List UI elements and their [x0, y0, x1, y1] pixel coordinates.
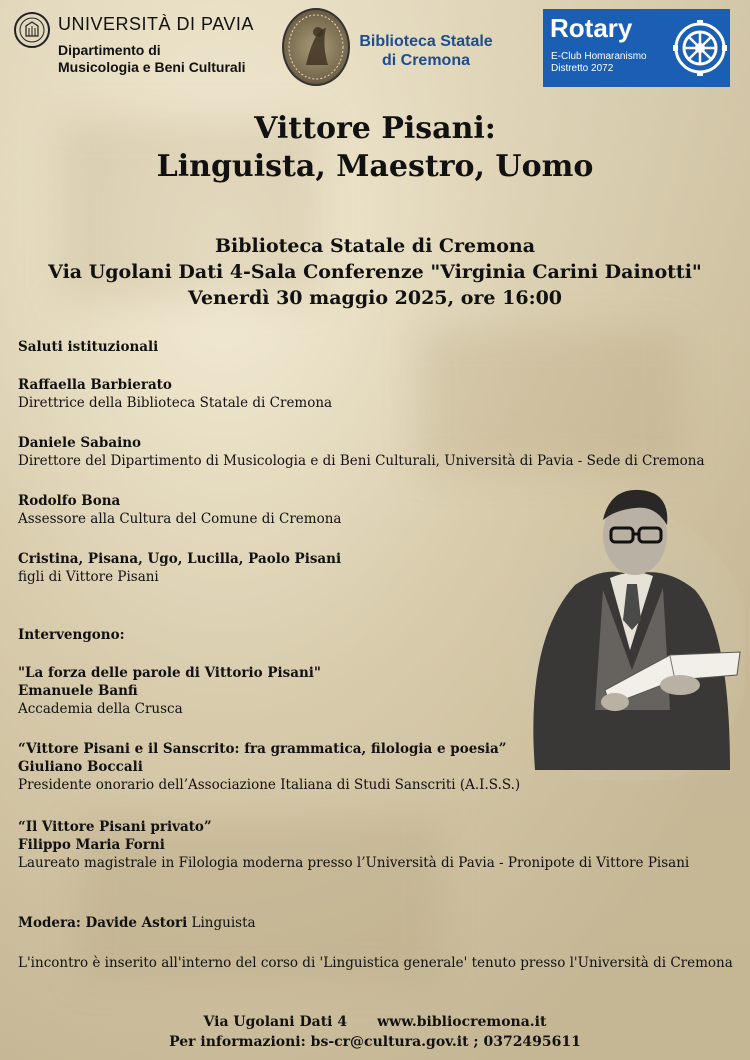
greeting-item [18, 492, 718, 528]
venue-line: Biblioteca Statale di Cremona [214, 235, 536, 257]
greeting-role: Direttrice della Biblioteca Statale di Cremona [18, 395, 333, 411]
course-note: L'incontro è inserito all'interno del corso di 'Linguistica generale' tenuto presso l'Università di Cremona [18, 955, 733, 971]
greeting-name: Cristina, Pisana, Ugo, Lucilla, Paolo Pisani [18, 551, 342, 567]
rotary-wheel-icon [673, 17, 727, 79]
talk-title: “Vittore Pisani e il Sanscrito: fra grammatica, filologia e poesia” [18, 741, 507, 757]
talk-speaker: Giuliano Boccali [18, 759, 143, 775]
university-name: UNIVERSITÀ DI PAVIA [58, 14, 254, 34]
footer-address: Via Ugolani Dati 4 [203, 1014, 348, 1030]
moderator-role: Linguista [187, 915, 256, 931]
moderator [18, 914, 718, 932]
talk-affiliation: Presidente onorario dell’Associazione Italiana di Studi Sanscriti (A.I.S.S.) [18, 777, 521, 793]
greeting-role: figli di Vittore Pisani [18, 569, 159, 585]
greeting-name: Raffaella Barbierato [18, 377, 172, 393]
talk-item [18, 818, 718, 872]
event-venue [0, 233, 750, 311]
event-title-line: Vittore Pisani: [254, 111, 496, 146]
university-logo-icon [14, 12, 50, 48]
library-line: di Cremona [381, 52, 470, 69]
department-line: Dipartimento di [58, 42, 161, 58]
library-line: Biblioteca Statale [359, 33, 493, 50]
venue-line: Via Ugolani Dati 4-Sala Conferenze "Virginia Carini Dainotti" [48, 261, 702, 283]
rotary-club-line: E-Club Homaranismo [551, 51, 647, 62]
talk-speaker: Filippo Maria Forni [18, 837, 165, 853]
venue-datetime: Venerdì 30 maggio 2025, ore 16:00 [187, 287, 563, 309]
poster-header [0, 0, 750, 95]
rotary-logo [543, 9, 730, 87]
greetings-heading: Saluti istituzionali [18, 339, 159, 355]
talk-affiliation: Accademia della Crusca [18, 701, 183, 717]
greeting-name: Rodolfo Bona [18, 493, 121, 509]
talk-title: “Il Vittore Pisani privato” [18, 819, 212, 835]
talk-item [18, 740, 718, 794]
department-name [58, 42, 288, 76]
talk-item [18, 664, 718, 718]
rotary-club [551, 51, 647, 75]
footer-line [0, 1012, 750, 1032]
rotary-club-line: Distretto 2072 [551, 63, 614, 74]
moderator-label: Modera: Davide Astori [18, 915, 188, 931]
greeting-role: Direttore del Dipartimento di Musicologia e di Beni Culturali, Università di Pavia - Sede di Cremona [18, 453, 705, 469]
talk-affiliation: Laureato magistrale in Filologia moderna presso l’Università di Pavia - Pronipote di Vittore Pisani [18, 855, 690, 871]
footer-website[interactable]: www.bibliocremona.it [377, 1014, 547, 1030]
greeting-item [18, 434, 718, 470]
poster-footer [0, 1012, 750, 1052]
library-seal-icon [282, 8, 350, 86]
event-title-line: Linguista, Maestro, Uomo [156, 149, 594, 184]
library-name [356, 32, 496, 70]
event-title [0, 110, 750, 186]
department-line: Musicologia e Beni Culturali [58, 59, 246, 75]
rotary-name: Rotary [550, 13, 633, 43]
greeting-role: Assessore alla Cultura del Comune di Cremona [18, 511, 342, 527]
talk-title: "La forza delle parole di Vittorio Pisani" [18, 665, 321, 681]
footer-contact-info: Per informazioni: bs-cr@cultura.gov.it ; 0372495611 [169, 1034, 581, 1050]
speakers-heading: Intervengono: [18, 627, 125, 643]
greeting-item [18, 376, 718, 412]
talk-speaker: Emanuele Banfi [18, 683, 138, 699]
greeting-name: Daniele Sabaino [18, 435, 142, 451]
greeting-item [18, 550, 718, 586]
